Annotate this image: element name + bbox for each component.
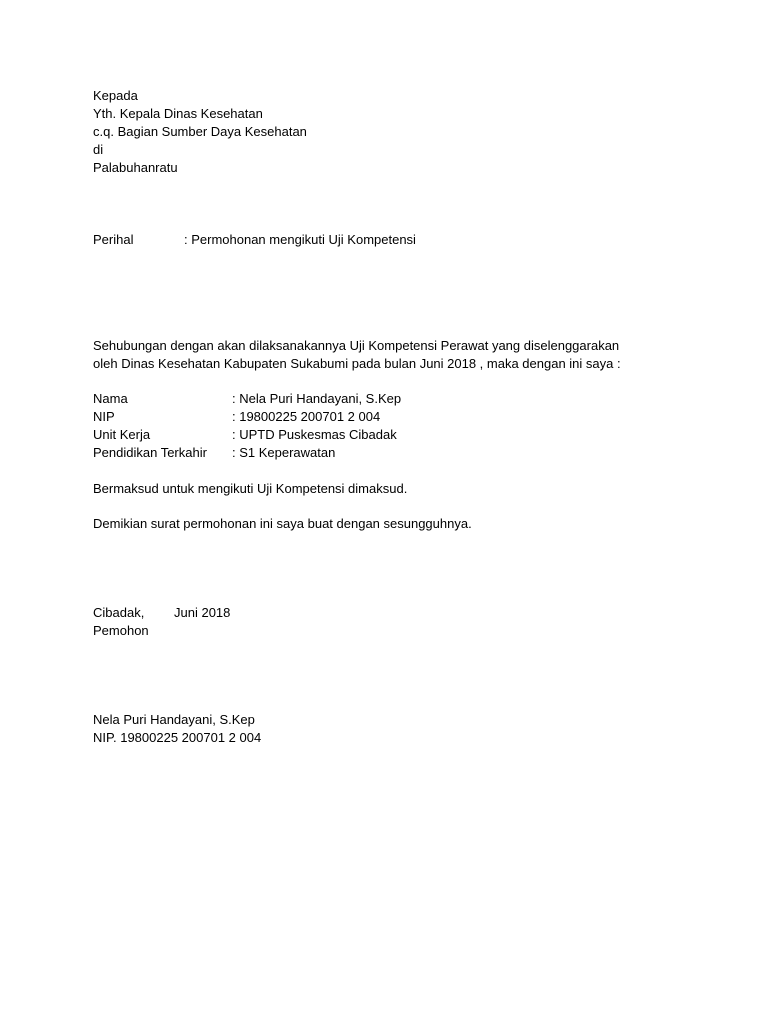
signature-nip: NIP. 19800225 200701 2 004: [93, 730, 262, 745]
signature-date-line: [93, 604, 230, 622]
field-value: : UPTD Puskesmas Cibadak: [232, 427, 397, 442]
recipient-line-4: di: [93, 142, 104, 157]
field-label: Unit Kerja: [93, 427, 151, 442]
subject-line: [93, 231, 416, 249]
recipient-line-1: Kepada: [93, 88, 138, 103]
field-row-pendidikan: [93, 444, 335, 462]
recipient-line-2: Yth. Kepala Dinas Kesehatan: [93, 106, 263, 121]
field-row-unit-kerja: [93, 426, 397, 444]
signature-role: Pemohon: [93, 623, 149, 638]
signature-name: Nela Puri Handayani, S.Kep: [93, 712, 255, 727]
subject-label: Perihal: [93, 232, 134, 247]
recipient-line-3: c.q. Bagian Sumber Daya Kesehatan: [93, 124, 307, 139]
purpose-paragraph: Bermaksud untuk mengikuti Uji Kompetensi dimaksud.: [93, 481, 408, 496]
field-value: : 19800225 200701 2 004: [232, 409, 381, 424]
signature-place: Cibadak,: [93, 605, 145, 620]
field-label: Nama: [93, 391, 128, 406]
subject-value: : Permohonan mengikuti Uji Kompetensi: [184, 232, 416, 247]
field-label: NIP: [93, 409, 115, 424]
intro-line-1: Sehubungan dengan akan dilaksanakannya Uji Kompetensi Perawat yang diselenggarakan: [93, 338, 620, 353]
intro-line-2: oleh Dinas Kesehatan Kabupaten Sukabumi pada bulan Juni 2018 , maka dengan ini saya :: [93, 356, 621, 371]
field-value: : S1 Keperawatan: [232, 445, 336, 460]
field-label: Pendidikan Terkahir: [93, 445, 207, 460]
field-row-nama: [93, 390, 401, 408]
field-value: : Nela Puri Handayani, S.Kep: [232, 391, 402, 406]
closing-paragraph: Demikian surat permohonan ini saya buat dengan sesungguhnya.: [93, 516, 472, 531]
recipient-line-5: Palabuhanratu: [93, 160, 178, 175]
field-row-nip: [93, 408, 380, 426]
signature-date: Juni 2018: [174, 605, 231, 620]
